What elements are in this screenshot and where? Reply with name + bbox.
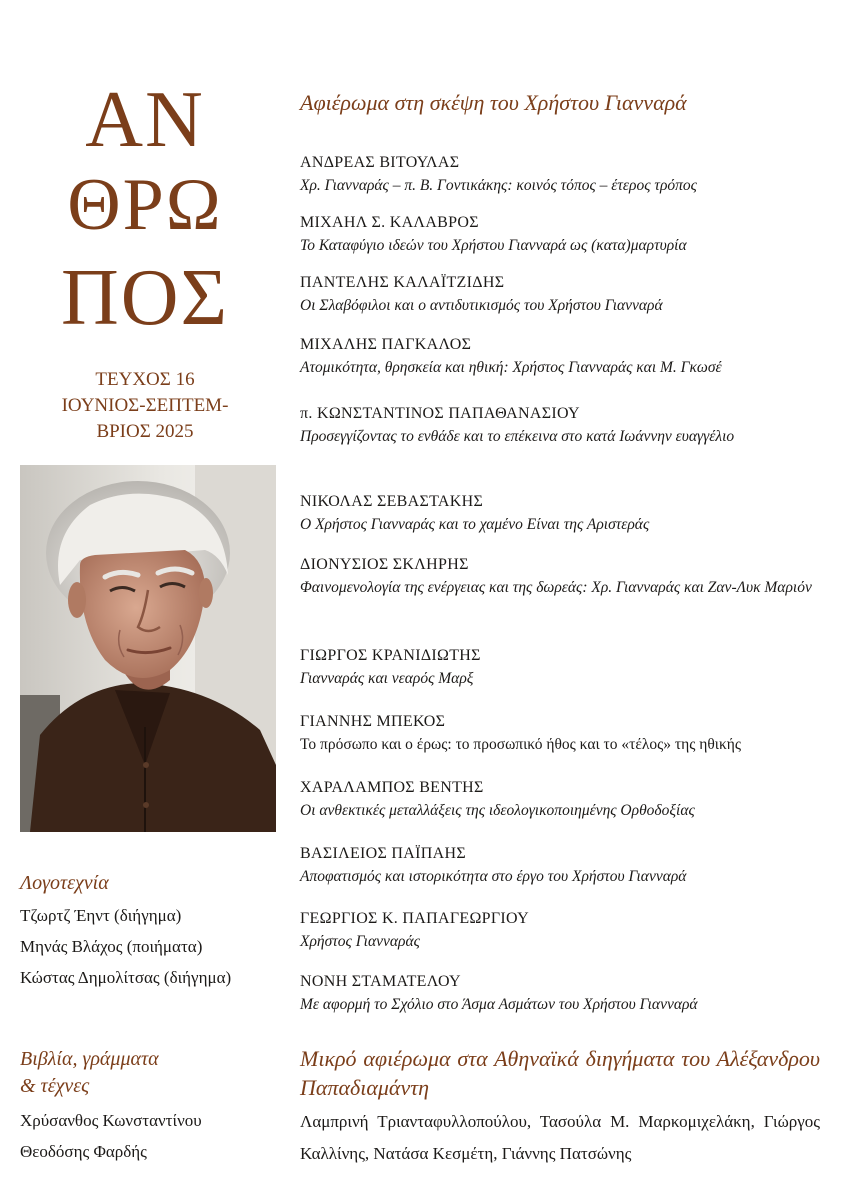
entry-title: Με αφορμή το Σχόλιο στο Άσμα Ασμάτων του Χρήστου Γιανναρά: [300, 996, 698, 1013]
books-heading-line-2: & τέχνες: [20, 1075, 90, 1097]
entry-title: Ατομικότητα, θρησκεία και ηθική: Χρήστος Γιανναράς και Μ. Γκωσέ: [300, 359, 722, 376]
literature-item: Τζωρτζ Έηντ (διήγημα): [20, 906, 182, 925]
author-portrait-photo: [20, 465, 276, 832]
entry-author: ΒΑΣΙΛΕΙΟΣ ΠΑΪΠΑΗΣ: [300, 845, 466, 862]
books-item: Θεοδόσης Φαρδής: [20, 1142, 147, 1161]
entry-author: ΓΕΩΡΓΙΟΣ Κ. ΠΑΠΑΓΕΩΡΓΙΟΥ: [300, 910, 529, 927]
entry-author: ΠΑΝΤΕΛΗΣ ΚΑΛΑΪΤΖΙΔΗΣ: [300, 274, 505, 291]
contents-entry: [300, 711, 820, 756]
entry-author: ΓΙΑΝΝΗΣ ΜΠΕΚΟΣ: [300, 713, 446, 730]
contents-entry: [300, 272, 820, 317]
contents-entry: [300, 645, 820, 690]
entry-author: π. ΚΩΝΣΤΑΝΤΙΝΟΣ ΠΑΠΑΘΑΝΑΣΙΟΥ: [300, 405, 580, 422]
books-item: Χρύσανθος Κωνσταντίνου: [20, 1111, 202, 1130]
magazine-title-line-2: ΘΡΩ: [67, 164, 223, 246]
contents-entry: [300, 777, 820, 822]
entry-title: Οι Σλαβόφιλοι και ο αντιδυτικισμός του Χρήστου Γιανναρά: [300, 297, 663, 314]
entry-author: ΝΙΚΟΛΑΣ ΣΕΒΑΣΤΑΚΗΣ: [300, 493, 484, 510]
literature-item: Μηνάς Βλάχος (ποιήματα): [20, 937, 203, 956]
entry-title: Το πρόσωπο και ο έρως: το προσωπικό ήθος και το «τέλος» της ηθικής: [300, 736, 741, 753]
contents-entry: [300, 403, 820, 448]
entry-author: ΜΙΧΑΛΗΣ ΠΑΓΚΑΛΟΣ: [300, 336, 472, 353]
books-heading-line-1: Βιβλία, γράμματα: [20, 1048, 159, 1070]
entry-author: ΑΝΔΡΕΑΣ ΒΙΤΟΥΛΑΣ: [300, 154, 460, 171]
magazine-title-line-1: ΑΝ: [85, 76, 205, 164]
entry-title: Αποφατισμός και ιστορικότητα στο έργο του Χρήστου Γιανναρά: [300, 868, 687, 885]
contents-entry: [300, 152, 820, 197]
magazine-title-line-3: ΠΟΣ: [60, 254, 230, 342]
entry-author: ΔΙΟΝΥΣΙΟΣ ΣΚΛΗΡΗΣ: [300, 556, 469, 573]
entry-author: ΜΙΧΑΗΛ Σ. ΚΑΛΑΒΡΟΣ: [300, 214, 479, 231]
entry-author: ΓΙΩΡΓΟΣ ΚΡΑΝΙΔΙΩΤΗΣ: [300, 647, 481, 664]
issue-line-1: ΤΕΥΧΟΣ 16: [95, 369, 195, 390]
literature-heading: Λογοτεχνία: [20, 872, 109, 894]
contents-entry: [300, 843, 820, 888]
literature-item: Κώστας Δημολίτσας (διήγημα): [20, 968, 232, 987]
mini-section-heading: Μικρό αφιέρωμα στα Αθηναϊκά διηγήματα του Αλέξανδρου Παπαδιαμάντη: [300, 1046, 820, 1100]
issue-line-2: ΙΟΥΝΙΟΣ-ΣΕΠΤΕΜ-: [61, 395, 229, 416]
entry-title: Το Καταφύγιο ιδεών του Χρήστου Γιανναρά ως (κατα)μαρτυρία: [300, 237, 687, 254]
entry-author: ΝΟΝΗ ΣΤΑΜΑΤΕΛΟΥ: [300, 973, 461, 990]
contents-entry: [300, 554, 820, 599]
entry-title: Χρ. Γιανναράς – π. Β. Γοντικάκης: κοινός τόπος – έτερος τρόπος: [300, 177, 697, 194]
entry-title: Φαινομενολογία της ενέργειας και της δωρεάς: Χρ. Γιανναράς και Ζαν-Λυκ Μαριόν: [300, 579, 812, 596]
issue-line-3: ΒΡΙΟΣ 2025: [96, 421, 194, 442]
contents-entry: [300, 908, 820, 953]
entry-title: Χρήστος Γιανναράς: [300, 933, 420, 950]
contents-entry: [300, 491, 820, 536]
entry-title: Ο Χρήστος Γιανναράς και το χαμένο Είναι της Αριστεράς: [300, 516, 650, 533]
mini-section-contributors: Λαμπρινή Τριανταφυλλοπούλου, Τασούλα Μ. Μαρκομιχελάκη, Γιώργος Καλλίνης, Νατάσα Κεσμέτη, Γιάννης Πατσώνης: [300, 1112, 820, 1163]
contents-entry: [300, 334, 820, 379]
entry-title: Οι ανθεκτικές μεταλλάξεις της ιδεολογικοποιημένης Ορθοδοξίας: [300, 802, 695, 819]
contents-entry: [300, 971, 820, 1016]
entry-author: ΧΑΡΑΛΑΜΠΟΣ ΒΕΝΤΗΣ: [300, 779, 484, 796]
entry-title: Προσεγγίζοντας το ενθάδε και το επέκεινα στο κατά Ιωάννην ευαγγέλιο: [300, 428, 735, 445]
main-section-heading: Αφιέρωμα στη σκέψη του Χρήστου Γιανναρά: [300, 90, 687, 115]
entry-title: Γιανναράς και νεαρός Μαρξ: [300, 670, 474, 687]
contents-entry: [300, 212, 820, 257]
